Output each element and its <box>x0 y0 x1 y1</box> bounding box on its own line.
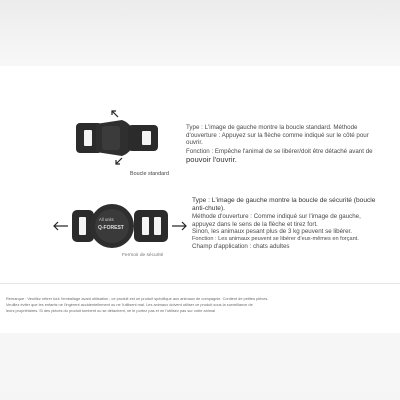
standard-buckle-illustration <box>62 100 182 176</box>
standard-desc-line: Fonction : Empêche l'animal de se libérer/doit être détaché avant de <box>186 147 373 155</box>
safety-desc-line: Méthode d'ouverture : Comme indiqué sur l'image de gauche, <box>192 213 361 220</box>
safety-buckle-caption: Fermoir de sécurité <box>122 253 164 258</box>
remark-line: Remarque : Veuillez retirer tout l'emballage avant utilisation ; ce produit est un produit spécifique aux animaux de compagnie. Contient de petites pièces. <box>6 296 269 301</box>
standard-desc-line: Type : L'image de gauche montre la boucle standard. Méthode <box>186 124 358 131</box>
standard-buckle-caption: Boucle standard <box>130 171 169 177</box>
safety-logo-top: All units <box>99 217 114 222</box>
right-arrow-icon <box>172 222 186 230</box>
safety-description <box>192 197 392 251</box>
section-divider <box>0 283 400 284</box>
left-arrow-icon <box>54 222 68 230</box>
standard-desc-line: pouvoir l'ouvrir. <box>186 155 237 165</box>
safety-desc-line: Sinon, les animaux pesant plus de 3 kg peuvent se libérer. <box>192 228 352 236</box>
press-arrow-icon <box>116 158 122 164</box>
safety-desc-line: Champ d'application : chats adultes <box>192 243 290 251</box>
remark-text <box>6 296 394 313</box>
safety-desc-line: anti-chute). <box>192 205 225 212</box>
remark-line: leurs propriétaires. Si des pièces du produit tombent ou se détachent, ne le portez pas et ne l'utilisez pas sur votre animal <box>6 307 216 313</box>
safety-desc-line: Type : L'image de gauche montre la boucle de sécurité (boucle <box>192 197 376 204</box>
safety-logo-brand: Q-FOREST <box>98 225 124 231</box>
standard-desc-line: d'ouverture : Appuyez sur la flèche comme indiqué sur le côté pour <box>186 131 369 139</box>
press-arrow-icon <box>112 111 118 117</box>
standard-desc-line: ouvrir. <box>186 139 203 147</box>
remark-line: Veuillez éviter que les enfants ne l'ingèrent accidentellement ou ne l'utilisent mal. Les animaux doivent utiliser ce produit sous la surveillance de <box>6 301 253 307</box>
standard-description <box>186 124 386 164</box>
safety-desc-line: Fonction : Les animaux peuvent se libérer d'eux-mêmes en forçant. <box>192 235 359 242</box>
safety-desc-line: appuyez dans le sens de la flèche et tirez fort. <box>192 220 318 228</box>
